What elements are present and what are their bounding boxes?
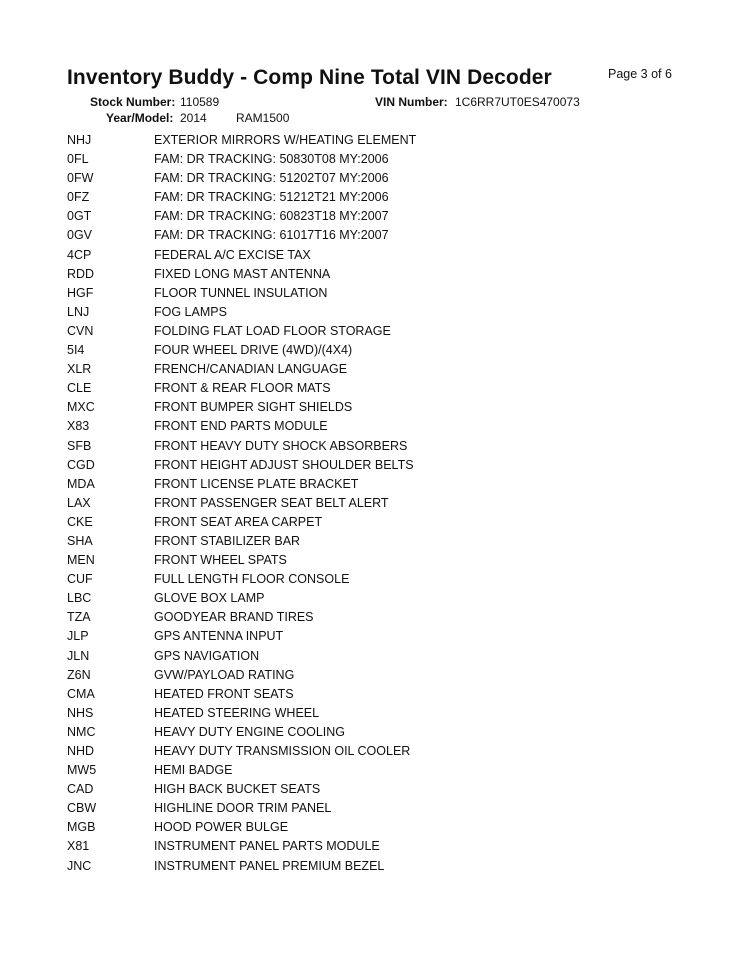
- option-row: [0, 227, 742, 246]
- option-description: FOLDING FLAT LOAD FLOOR STORAGE: [154, 323, 391, 338]
- option-description: FRONT STABILIZER BAR: [154, 533, 301, 548]
- option-row: [0, 552, 742, 571]
- option-row: [0, 132, 742, 151]
- option-description: FULL LENGTH FLOOR CONSOLE: [154, 572, 350, 587]
- option-row: [0, 762, 742, 781]
- option-description: FAM: DR TRACKING: 51212T21 MY:2006: [154, 190, 389, 205]
- option-row: [0, 342, 742, 361]
- vin-number-label: VIN Number:: [375, 95, 448, 109]
- model-value: RAM1500: [236, 111, 290, 125]
- year-value: 2014: [180, 111, 207, 125]
- option-row: [0, 457, 742, 476]
- option-code: Z6N: [67, 667, 91, 682]
- option-row: [0, 609, 742, 628]
- option-code: XLR: [67, 362, 92, 377]
- option-description: FOUR WHEEL DRIVE (4WD)/(4X4): [154, 343, 353, 358]
- option-code: 0GT: [67, 209, 92, 224]
- option-row: [0, 399, 742, 418]
- option-code: 0FL: [67, 152, 89, 167]
- option-code: NHD: [67, 744, 95, 758]
- option-code: TZA: [67, 610, 91, 625]
- option-row: [0, 208, 742, 227]
- option-description: FAM: DR TRACKING: 61017T16 MY:2007: [154, 228, 389, 243]
- option-row: [0, 686, 742, 705]
- option-row: [0, 438, 742, 457]
- option-code: LAX: [67, 495, 91, 510]
- option-description: GVW/PAYLOAD RATING: [154, 667, 295, 682]
- option-row: [0, 476, 742, 495]
- option-description: HEATED FRONT SEATS: [154, 686, 294, 701]
- option-description: GPS ANTENNA INPUT: [154, 629, 284, 644]
- option-row: [0, 838, 742, 857]
- option-code: CLE: [67, 381, 92, 396]
- option-row: [0, 533, 742, 552]
- option-row: [0, 304, 742, 323]
- option-row: [0, 781, 742, 800]
- option-row: [0, 247, 742, 266]
- option-code: 0FW: [67, 171, 94, 186]
- option-description: HIGHLINE DOOR TRIM PANEL: [154, 801, 332, 816]
- option-row: [0, 667, 742, 686]
- option-code: MEN: [67, 553, 95, 568]
- option-row: [0, 380, 742, 399]
- option-code: JNC: [67, 858, 92, 873]
- option-description: HEMI BADGE: [154, 763, 233, 778]
- option-description: FRONT HEAVY DUTY SHOCK ABSORBERS: [154, 438, 408, 453]
- option-code: SFB: [67, 438, 92, 453]
- option-code: LBC: [67, 591, 92, 606]
- option-row: [0, 170, 742, 189]
- option-code: NHJ: [67, 133, 92, 147]
- option-description: FRONT WHEEL SPATS: [154, 553, 287, 568]
- option-row: [0, 571, 742, 590]
- option-row: [0, 514, 742, 533]
- option-code: CGD: [67, 457, 95, 472]
- option-code: CKE: [67, 514, 93, 529]
- option-code: HGF: [67, 285, 94, 300]
- option-code: MW5: [67, 763, 97, 778]
- option-description: FAM: DR TRACKING: 51202T07 MY:2006: [154, 171, 389, 186]
- option-code: 0GV: [67, 228, 93, 243]
- option-description: FEDERAL A/C EXCISE TAX: [154, 247, 311, 262]
- option-code: SHA: [67, 533, 93, 548]
- option-code: LNJ: [67, 304, 90, 319]
- option-code: RDD: [67, 266, 95, 281]
- option-code: 0FZ: [67, 190, 90, 205]
- option-description: INSTRUMENT PANEL PARTS MODULE: [154, 839, 380, 854]
- option-code: 5I4: [67, 343, 85, 358]
- year-model-label: Year/Model:: [106, 111, 174, 125]
- option-description: GPS NAVIGATION: [154, 648, 260, 663]
- option-code: CBW: [67, 801, 97, 816]
- vin-number-value: 1C6RR7UT0ES470073: [455, 95, 580, 109]
- page-number: Page 3 of 6: [608, 67, 672, 81]
- option-code: 4CP: [67, 247, 92, 262]
- option-code: X83: [67, 419, 90, 434]
- option-code: MDA: [67, 476, 95, 491]
- option-row: [0, 800, 742, 819]
- option-code: JLN: [67, 648, 90, 663]
- option-row: [0, 819, 742, 838]
- option-description: FRONT BUMPER SIGHT SHIELDS: [154, 400, 353, 415]
- option-description: FRONT LICENSE PLATE BRACKET: [154, 476, 359, 491]
- option-code: CUF: [67, 572, 93, 587]
- option-description: FLOOR TUNNEL INSULATION: [154, 285, 328, 300]
- option-description: GLOVE BOX LAMP: [154, 591, 265, 606]
- option-code: JLP: [67, 629, 89, 644]
- option-code: MGB: [67, 820, 96, 835]
- option-code: CVN: [67, 323, 94, 338]
- option-description: GOODYEAR BRAND TIRES: [154, 610, 314, 625]
- option-description: HEAVY DUTY ENGINE COOLING: [154, 724, 346, 739]
- page-title: Inventory Buddy - Comp Nine Total VIN Decoder: [67, 66, 552, 89]
- option-description: FRONT PASSENGER SEAT BELT ALERT: [154, 495, 389, 510]
- option-description: HEATED STEERING WHEEL: [154, 705, 320, 720]
- option-row: [0, 743, 742, 762]
- option-row: [0, 495, 742, 514]
- option-row: [0, 151, 742, 170]
- option-row: [0, 705, 742, 724]
- option-row: [0, 418, 742, 437]
- option-description: FOG LAMPS: [154, 304, 227, 319]
- option-code: MXC: [67, 400, 95, 415]
- option-row: [0, 266, 742, 285]
- option-row: [0, 323, 742, 342]
- option-description: FAM: DR TRACKING: 50830T08 MY:2006: [154, 152, 389, 167]
- stock-number-label: Stock Number:: [90, 95, 176, 109]
- option-description: FAM: DR TRACKING: 60823T18 MY:2007: [154, 209, 389, 224]
- stock-number-value: 110589: [180, 95, 220, 109]
- option-code: CAD: [67, 782, 94, 797]
- option-row: [0, 628, 742, 647]
- option-row: [0, 189, 742, 208]
- option-description: FRONT & REAR FLOOR MATS: [154, 381, 331, 396]
- option-row: [0, 285, 742, 304]
- option-row: [0, 648, 742, 667]
- option-row: [0, 724, 742, 743]
- option-list: [0, 132, 742, 877]
- option-description: FRENCH/CANADIAN LANGUAGE: [154, 362, 348, 377]
- option-description: HOOD POWER BULGE: [154, 820, 289, 835]
- option-description: FRONT HEIGHT ADJUST SHOULDER BELTS: [154, 457, 414, 472]
- option-description: FRONT SEAT AREA CARPET: [154, 514, 323, 529]
- option-code: NHS: [67, 705, 94, 720]
- option-code: X81: [67, 839, 90, 854]
- option-description: FIXED LONG MAST ANTENNA: [154, 266, 331, 281]
- option-code: CMA: [67, 686, 95, 701]
- option-description: HEAVY DUTY TRANSMISSION OIL COOLER: [154, 744, 411, 758]
- option-row: [0, 590, 742, 609]
- option-row: [0, 361, 742, 380]
- option-description: EXTERIOR MIRRORS W/HEATING ELEMENT: [154, 133, 417, 147]
- option-description: FRONT END PARTS MODULE: [154, 419, 328, 434]
- option-description: HIGH BACK BUCKET SEATS: [154, 782, 321, 797]
- option-description: INSTRUMENT PANEL PREMIUM BEZEL: [154, 858, 385, 873]
- option-row: [0, 858, 742, 877]
- option-code: NMC: [67, 724, 96, 739]
